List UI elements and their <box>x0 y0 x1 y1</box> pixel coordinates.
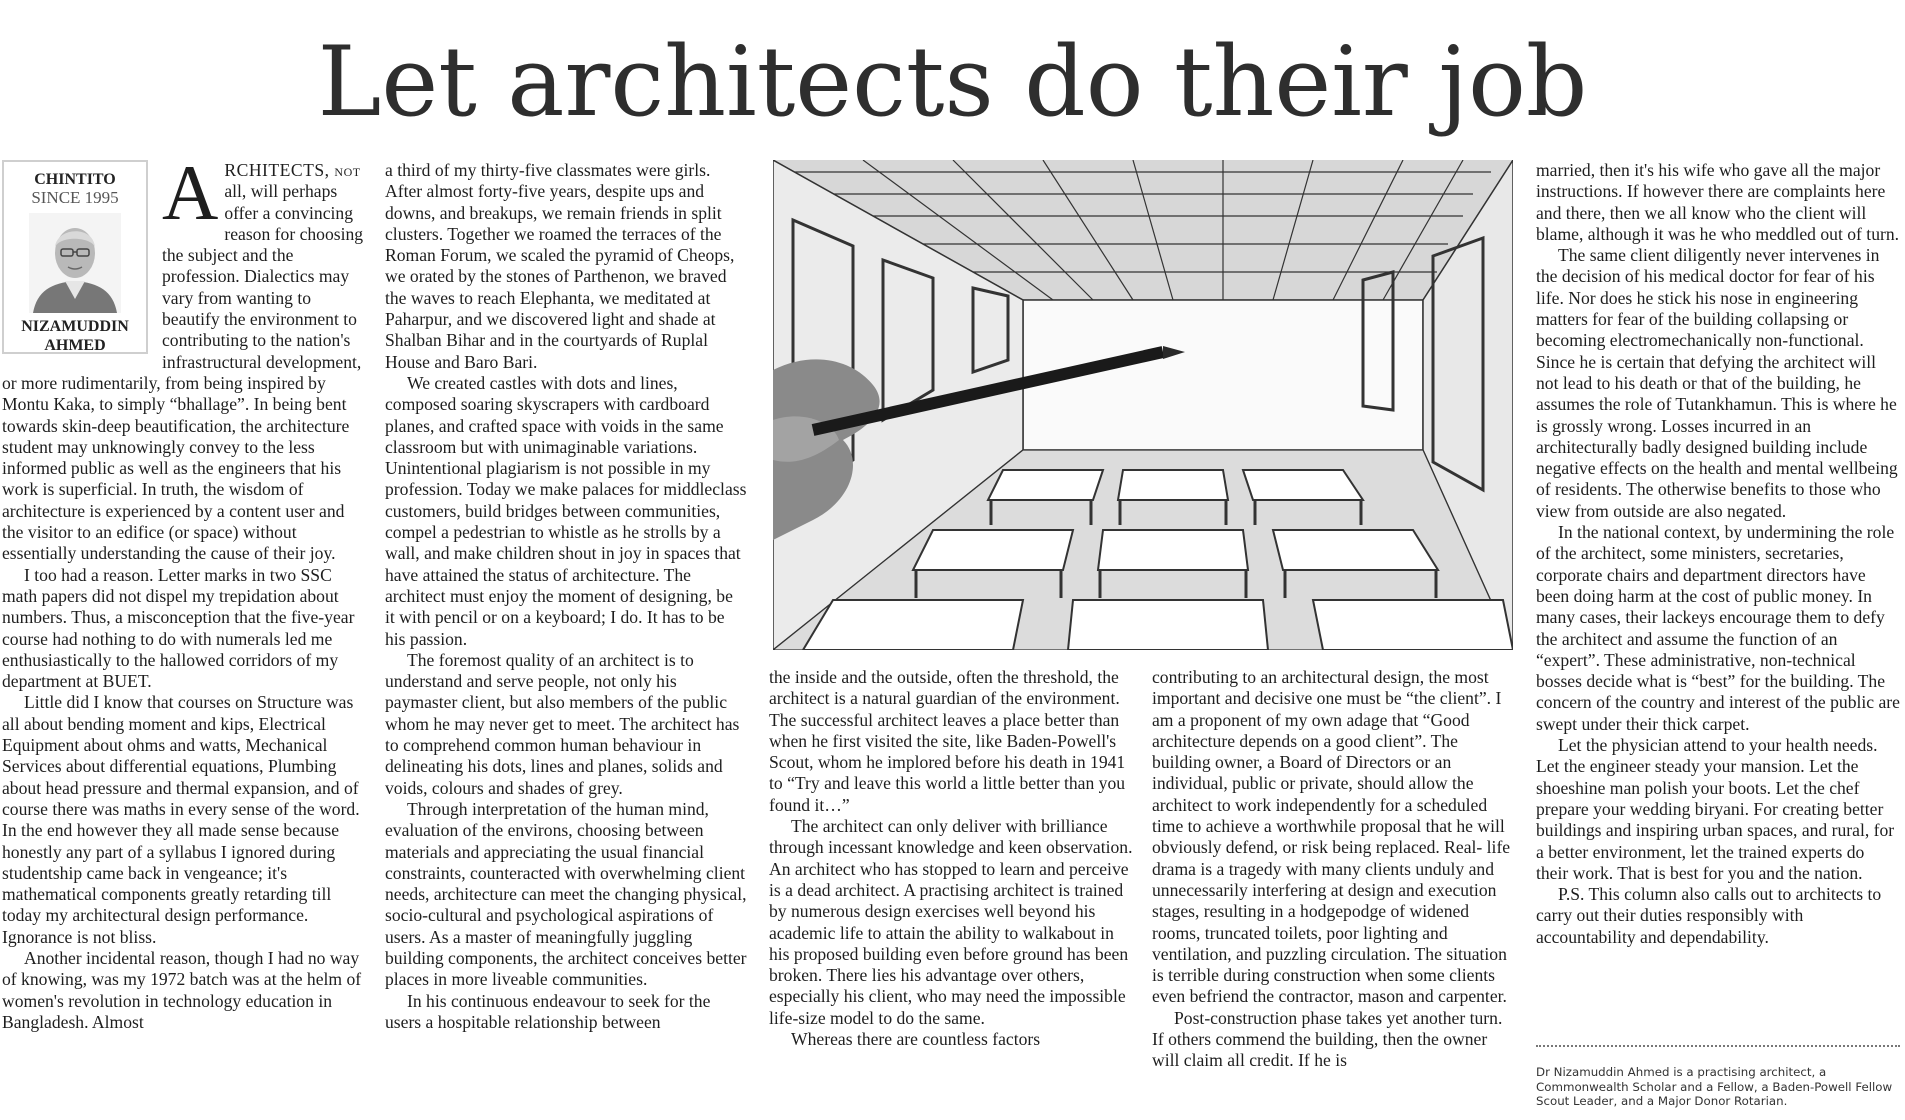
paragraph: a third of my thirty-five classmates were girls. After almost forty-five years, despite ups and downs, and breakups, we remain friends in split clusters. Together we roamed the terraces of the Roman Forum, we scaled the pyramid of Cheops, we orated by the stones of Parthenon, we braved the waves to reach Elephanta, we meditated at Paharpur, and we discovered light and shade at Shalban Bihar and in the courtyards of Ruplal House and Baro Bari. <box>385 160 735 372</box>
paragraph: In his continuous endeavour to seek for the users a hospitable relationship between <box>385 990 711 1032</box>
author-last-name: AHMED <box>44 337 106 354</box>
paragraph: The foremost quality of an architect is to understand and serve people, not only his paymaster client, but also members of the public whom he may never get to meet. The architect has to comprehend common human behaviour in delineating his dots, lines and planes, solids and voids, colours and shades of grey. <box>385 649 740 798</box>
author-first-name: NIZAMUDDIN <box>21 318 129 335</box>
article-column-5 <box>1536 160 1900 1040</box>
headline: Let architects do their job <box>317 26 1588 138</box>
article-column-2 <box>385 160 747 1120</box>
column-since: SINCE 1995 <box>31 188 119 207</box>
paragraph: Another incidental reason, though I had no way of knowing, was my 1972 batch was at the helm of women's revolution in technology education in Bangladesh. Almost <box>2 947 362 1032</box>
paragraph: In the national context, by undermining the role of the architect, some ministers, secretaries, corporate chairs and department directors have been doing harm at the cost of public money. In many cases, their lackeys encourage them to defy the architect and assume the function of an “expert”. These administrative, non-technical bosses decide what is “best” for the building. The concern of the country and interest of the public are swept under their thick carpet. <box>1536 522 1900 734</box>
paragraph: Little did I know that courses on Structure was all about bending moment and kips, Electrical Equipment about ohms and watts, Mechanical Services about differential equations, Plumbing about head pressure and thermal expansion, and of course there was maths in every sense of the word. In the end however they all made sense because honestly any part of a syllabus I ignored during studentship came back in vengeance; it's mathematical components greatly retarding till today my architectural design performance. Ignorance is not bliss. <box>2 692 360 947</box>
paragraph: P.S. This column also calls out to architects to carry out their duties responsibly with accountability and dependability. <box>1536 884 1882 947</box>
paragraph: We created castles with dots and lines, composed soaring skyscrapers with cardboard planes, and crafted space with voids in the same classroom but with unimaginable variations. Unintentional plagiarism is not possible in my profession. Today we make palaces for middleclass customers, build bridges between communities, compel a pedestrian to whistle as he strolls by a wall, and make children shout in joy in spaces that have attained the status of architecture. The architect must enjoy the moment of designing, be it with pencil or on a keyboard; I do. It has to be his passion. <box>385 372 747 649</box>
article-column-1 <box>2 160 364 1120</box>
paragraph: Let the physician attend to your health needs. Let the engineer steady your mansion. Let the shoeshine man polish your boots. Let the chef prepare your wedding biryani. For creating better buildings and inspiring urban spaces, and rural, for a better environment, let the trained experts do their work. That is best for you and the nation. <box>1536 735 1895 883</box>
author-photo <box>29 213 121 313</box>
article-column-4 <box>1152 667 1517 1120</box>
lead-in: RCHITECTS, not <box>224 160 361 180</box>
article-column-3 <box>769 667 1134 1120</box>
paragraph: Through interpretation of the human mind, evaluation of the environs, choosing between materials and appreciating the usual financial constraints, counteracted with overwhelming client needs, architecture can meet the changing physical, socio-cultural and psychological aspirations of users. As a master of meaningfully juggling building components, the architect conceives better places in more liveable communities. <box>385 798 747 990</box>
author-footnote: Dr Nizamuddin Ahmed is a practising architect, a Commonwealth Scholar and a Fellow, a Baden-Powell Fellow Scout Leader, and a Major Donor Rotarian. <box>1536 1045 1900 1109</box>
classroom-perspective-illustration <box>773 160 1513 650</box>
paragraph: married, then it's his wife who gave all the major instructions. If however there are complaints here and there, then we all know who the client will blame, although it was he who meddled out of turn. <box>1536 160 1900 244</box>
paragraph: Whereas there are countless factors <box>791 1029 1041 1050</box>
author-byline-box <box>2 160 148 354</box>
paragraph: The architect can only deliver with brilliance through incessant knowledge and keen observation. An architect who has stopped to learn and perceive is a dead architect. A practising architect is trained by numerous design exercises well beyond his academic life to attain the ability to walkabout in his proposed building even before ground has been broken. There lies his advantage over others, especially his client, who may need the impossible life-size model to do the same. <box>769 816 1133 1028</box>
paragraph-text: all, will perhaps offer a convincing reason for choosing the subject and the profession. Dialectics may vary from wanting to beautify the environment to contributing to the nation's infrastructural development, or more rudimentarily, from being inspired by Montu Kaka, to simply “bhallage”. In being bent towards skin-deep beautification, the architecture student may unknowingly convey to the less informed public as well as the engineers that his work is superficial. In truth, the wisdom of architecture is experienced by a content user and the visitor to an edifice (or space) without essentially understanding the cause of their joy. <box>2 181 364 564</box>
paragraph: contributing to an architectural design, the most important and decisive one must be “the client”. I am a proponent of my own adage that “Good architecture depends on a good client”. The building owner, a Board of Directors or an individual, public or private, should allow the architect to work independently for a scheduled time to achieve a worthwhile proposal that he will obviously defend, or risk being replaced. Real- life drama is a tragedy with many clients unduly and unnecessarily interfering at design and execution stages, resulting in a hodgepodge of widened rooms, truncated toilets, poor lighting and ventilation, and puzzling circulation. The situation is terrible during construction when some clients even befriend the contractor, mason and carpenter. <box>1152 667 1511 1007</box>
drop-cap: A <box>162 160 219 236</box>
column-name: CHINTITO <box>34 171 116 188</box>
paragraph: The same client diligently never intervenes in the decision of his medical doctor for fear of his life. Nor does he stick his nose in engineering matters for fear of the building collapsing or becoming electromechanically non-functional. Since he is certain that defying the architect will not lead to his death or that of the building, he assumes the role of Tutankhamun. This is where he is grossly wrong. Losses incurred in an architecturally badly designed building include negative effects on the health and mental wellbeing of residents. The otherwise benefits to those who view from outside are also negated. <box>1536 245 1898 521</box>
paragraph: Post-construction phase takes yet another turn. If others commend the building, then the owner will claim all credit. If he is <box>1152 1007 1503 1071</box>
paragraph: the inside and the outside, often the threshold, the architect is a natural guardian of the environment. The successful architect leaves a place better than when he first visited the site, like Baden-Powell's Scout, whom he implored before his death in 1941 to “Try and leave this world a little better than you found it…” <box>769 667 1126 815</box>
paragraph: I too had a reason. Letter marks in two SSC math papers did not dispel my trepidation about numbers. Thus, a misconception that the five-year course had nothing to do with numerals led me enthusiastically to the hallowed corridors of my department at BUET. <box>2 564 355 692</box>
